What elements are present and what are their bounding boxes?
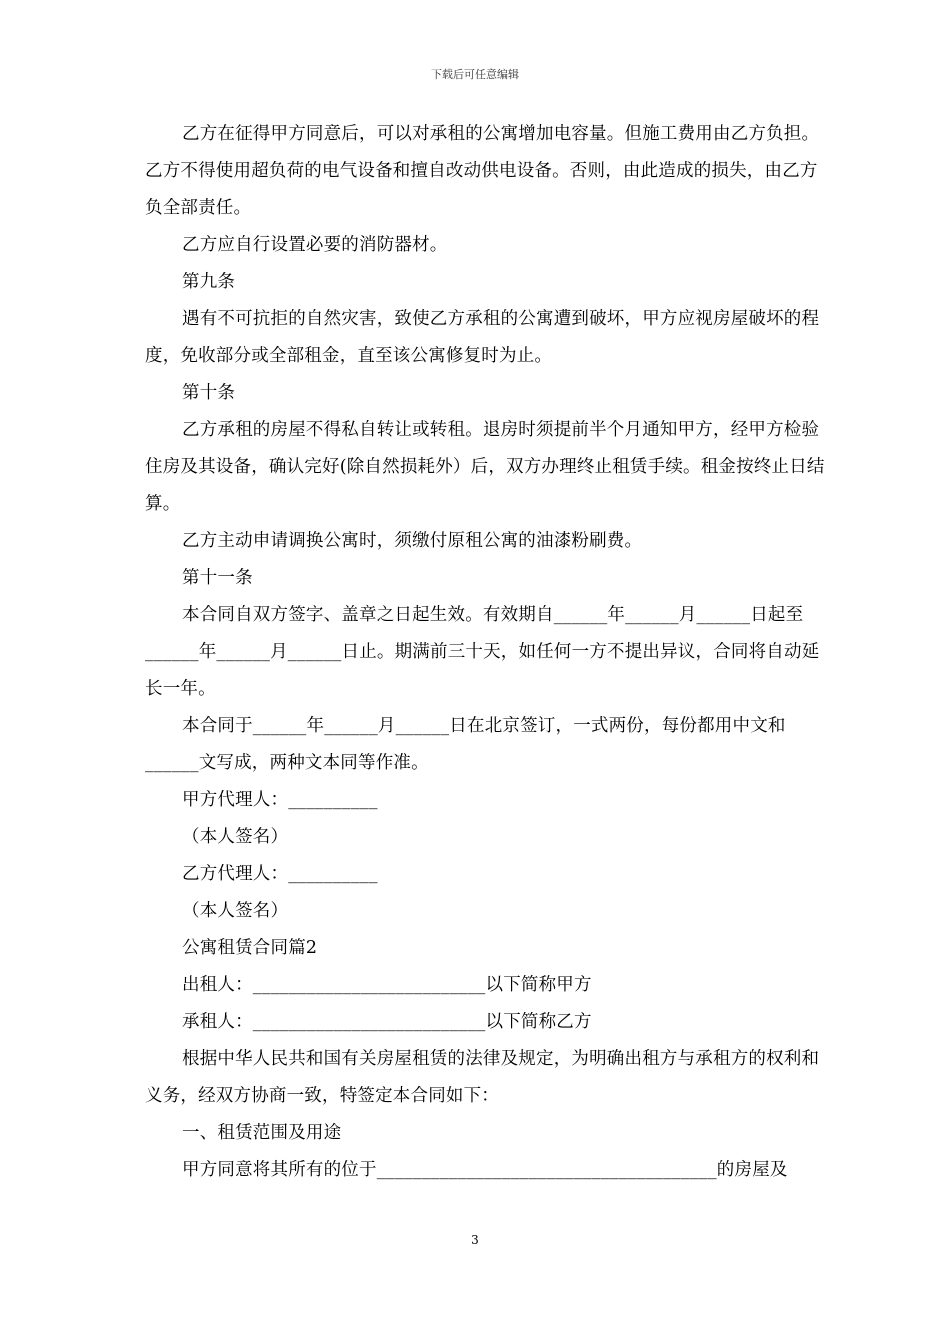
page-number: 3 <box>471 1233 479 1247</box>
paragraph: 乙方承租的房屋不得私自转让或转租。退房时须提前半个月通知甲方，经甲方检验住房及其设备，确认完好(除自然损耗外）后，双方办理终止租赁手续。租金按终止日结算。 <box>145 420 825 514</box>
signature-note: （本人签名） <box>182 827 289 847</box>
signature-line-party-a: 甲方代理人：__________ <box>182 790 378 810</box>
paragraph: 根据中华人民共和国有关房屋租赁的法律及规定，为明确出租方与承租方的权利和义务，经双方协商一致，特签定本合同如下： <box>145 1049 820 1106</box>
lessor-line: 出租人：__________________________以下简称甲方 <box>182 975 592 995</box>
paragraph: 本合同自双方签字、盖章之日起生效。有效期自______年______月______日起至______年______月______日止。期满前三十天，如任何一方不提出异议，合同将自动延长一年。 <box>145 605 820 699</box>
paragraph: 乙方在征得甲方同意后，可以对承租的公寓增加电容量。但施工费用由乙方负担。乙方不得使用超负荷的电气设备和擅自改动供电设备。否则，由此造成的损失，由乙方负全部责任。 <box>145 124 820 218</box>
paragraph: 甲方同意将其所有的位于______________________________________的房屋及 <box>182 1160 788 1180</box>
section-title: 公寓租赁合同篇2 <box>182 938 318 958</box>
article-heading: 第九条 <box>182 272 236 292</box>
lessee-line: 承租人：__________________________以下简称乙方 <box>182 1012 592 1032</box>
article-heading: 第十条 <box>182 383 236 403</box>
paragraph: 本合同于______年______月______日在北京签订，一式两份，每份都用中文和______文写成，两种文本同等作准。 <box>145 716 786 773</box>
signature-line-party-b: 乙方代理人：__________ <box>182 864 378 884</box>
document-body <box>145 116 825 1189</box>
article-heading: 第十一条 <box>182 568 253 588</box>
paragraph: 乙方主动申请调换公寓时，须缴付原租公寓的油漆粉刷费。 <box>182 531 643 551</box>
header-note: 下载后可任意编辑 <box>431 68 519 81</box>
paragraph: 遇有不可抗拒的自然灾害，致使乙方承租的公寓遭到破坏，甲方应视房屋破坏的程度，免收部分或全部租金，直至该公寓修复时为止。 <box>145 309 820 366</box>
clause-heading: 一、租赁范围及用途 <box>182 1123 342 1143</box>
signature-note: （本人签名） <box>182 901 289 921</box>
paragraph: 乙方应自行设置必要的消防器材。 <box>182 235 448 255</box>
